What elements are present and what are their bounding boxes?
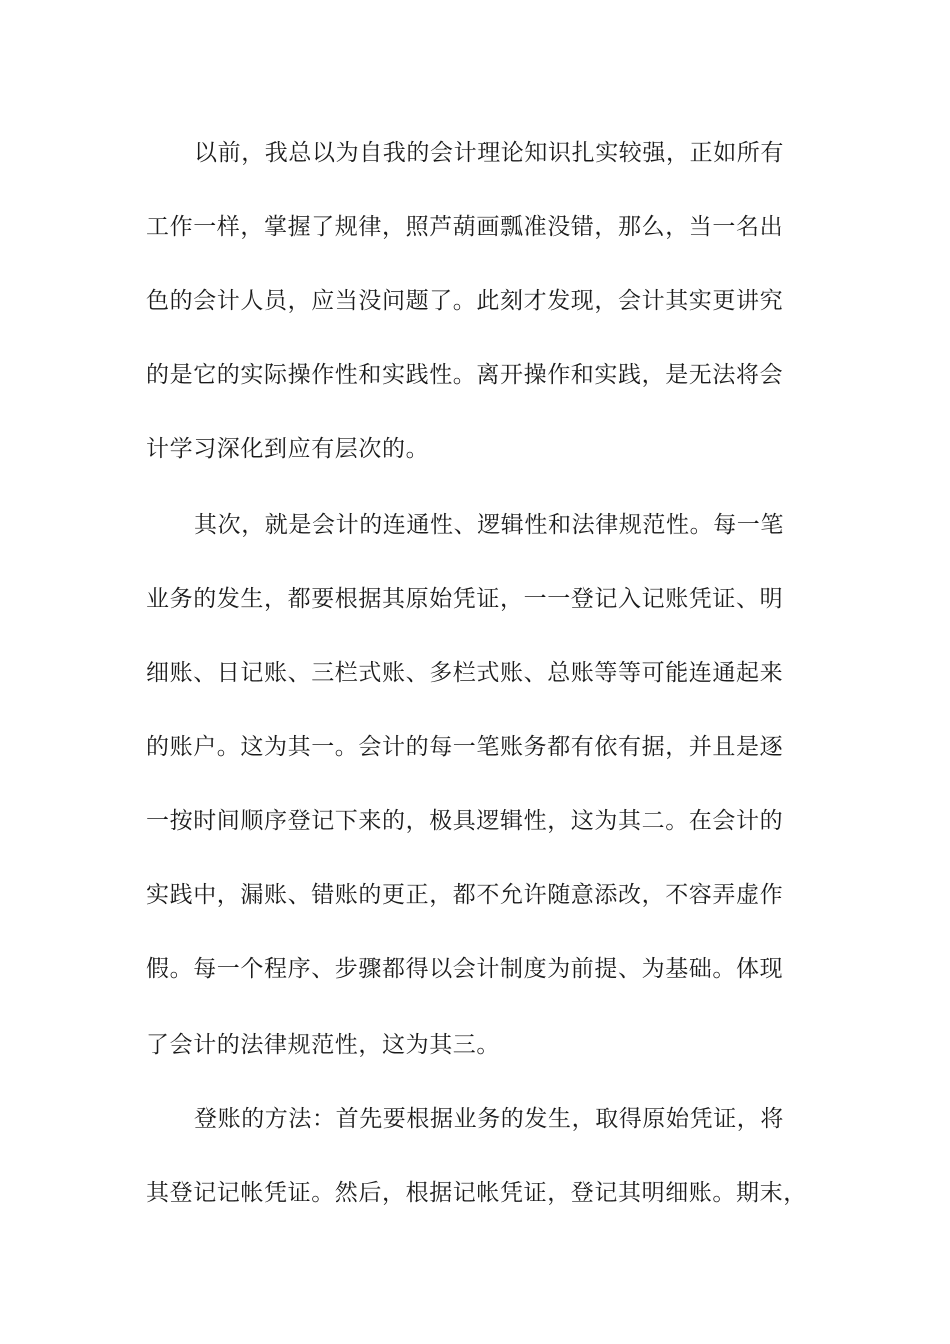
paragraph-2-line-7: 假。每一个程序、步骤都得以会计制度为前提、为基础。体现 bbox=[146, 956, 784, 982]
paragraph-2-line-5: 一按时间顺序登记下来的，极具逻辑性，这为其二。在会计的 bbox=[146, 808, 784, 834]
paragraph-2-line-8: 了会计的法律规范性，这为其三。 bbox=[146, 1032, 500, 1058]
paragraph-2-line-4: 的账户。这为其一。会计的每一笔账务都有依有据，并且是逐 bbox=[146, 734, 784, 760]
paragraph-2-line-2: 业务的发生，都要根据其原始凭证，一一登记入记账凭证、明 bbox=[146, 586, 784, 612]
paragraph-3-line-1: 登账的方法：首先要根据业务的发生，取得原始凭证，将 bbox=[194, 1106, 784, 1132]
paragraph-1-line-3: 色的会计人员，应当没问题了。此刻才发现，会计其实更讲究 bbox=[146, 288, 784, 314]
paragraph-1-line-2: 工作一样，掌握了规律，照芦葫画瓢准没错，那么，当一名出 bbox=[146, 214, 784, 240]
paragraph-1-line-5: 计学习深化到应有层次的。 bbox=[146, 436, 430, 462]
paragraph-3-line-2: 其登记记帐凭证。然后，根据记帐凭证，登记其明细账。期末， bbox=[146, 1180, 807, 1206]
paragraph-2-line-3: 细账、日记账、三栏式账、多栏式账、总账等等可能连通起来 bbox=[146, 660, 784, 686]
paragraph-1-line-1: 以前，我总以为自我的会计理论知识扎实较强，正如所有 bbox=[194, 140, 784, 166]
paragraph-1-line-4: 的是它的实际操作性和实践性。离开操作和实践，是无法将会 bbox=[146, 362, 784, 388]
paragraph-2-line-1: 其次，就是会计的连通性、逻辑性和法律规范性。每一笔 bbox=[194, 512, 784, 538]
paragraph-2-line-6: 实践中，漏账、错账的更正，都不允许随意添改，不容弄虚作 bbox=[146, 882, 784, 908]
